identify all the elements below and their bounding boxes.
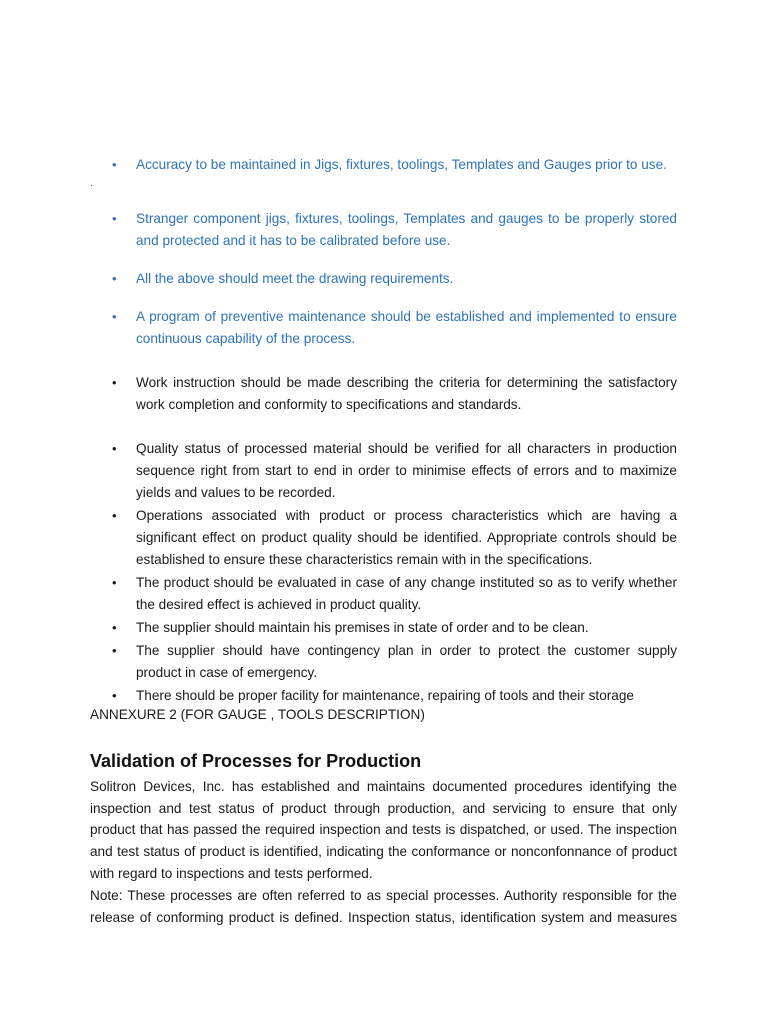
list-item-text: All the above should meet the drawing requirements. (136, 271, 454, 286)
bullet-icon: • (112, 575, 117, 590)
list-item-text: The product should be evaluated in case of any change instituted so as to verify whether the desired effect is achieved in product quality. (136, 575, 677, 612)
list-item-text: Stranger component jigs, fixtures, toolings, Templates and gauges to be properly stored and protected and it has to be calibrated before use. (136, 211, 677, 248)
list-item-text: Quality status of processed material should be verified for all characters in production sequence right from start to end in order to minimise effects of errors and to maximize yields and values to be recorded. (136, 441, 677, 500)
list-item (90, 617, 677, 639)
list-item (90, 268, 677, 290)
section-title: Validation of Processes for Production (90, 751, 422, 771)
list-item (90, 306, 677, 350)
list-item (90, 572, 677, 616)
list-item-text: The supplier should have contingency plan in order to protect the customer supply product in case of emergency. (136, 643, 677, 680)
bullet-icon: • (112, 211, 117, 226)
list-item (90, 438, 677, 504)
bullet-icon: • (112, 643, 117, 658)
list-item-text: A program of preventive maintenance should be established and implemented to ensure continuous capability of the process. (136, 309, 677, 346)
black-bullet-list (90, 372, 677, 707)
bullet-icon: • (112, 309, 117, 324)
stray-mark: . (90, 178, 93, 189)
list-item (90, 208, 677, 252)
bullet-icon: • (112, 271, 117, 286)
list-item (90, 154, 677, 176)
bullet-icon: • (112, 441, 117, 456)
list-item-text: Operations associated with product or process characteristics which are having a significant effect on product quality should be identified. Appropriate controls should be established to ensure these characteristics remain with in the specifications. (136, 508, 677, 567)
body-paragraph-note: Note: These processes are often referred to as special processes. Authority responsible for the release of conforming product is defined. Inspection status, identification system and measures (90, 888, 677, 925)
list-item (90, 640, 677, 684)
list-item-text: Work instruction should be made describing the criteria for determining the satisfactory work completion and conformity to specifications and standards. (136, 375, 677, 412)
list-item-text: Accuracy to be maintained in Jigs, fixtures, toolings, Templates and Gauges prior to use. (136, 157, 667, 172)
blue-bullet-list (90, 154, 677, 350)
bullet-icon: • (112, 688, 117, 703)
list-item (90, 505, 677, 571)
list-item-text: There should be proper facility for maintenance, repairing of tools and their storage (136, 688, 634, 703)
list-item-text: The supplier should maintain his premises in state of order and to be clean. (136, 620, 589, 635)
bullet-icon: • (112, 375, 117, 390)
list-item (90, 372, 677, 416)
bullet-icon: • (112, 620, 117, 635)
body-paragraph: Solitron Devices, Inc. has established and maintains documented procedures identifying the inspection and test status of product through production, and servicing to ensure that only product that has passed the required inspection and tests is dispatched, or used. The inspection and test status of product is identified, indicating the conformance or nonconfonnance of product with regard to inspections and tests performed. (90, 779, 677, 881)
bullet-icon: • (112, 157, 117, 172)
annexure-heading: ANNEXURE 2 (FOR GAUGE , TOOLS DESCRIPTION) (90, 707, 425, 722)
bullet-icon: • (112, 508, 117, 523)
